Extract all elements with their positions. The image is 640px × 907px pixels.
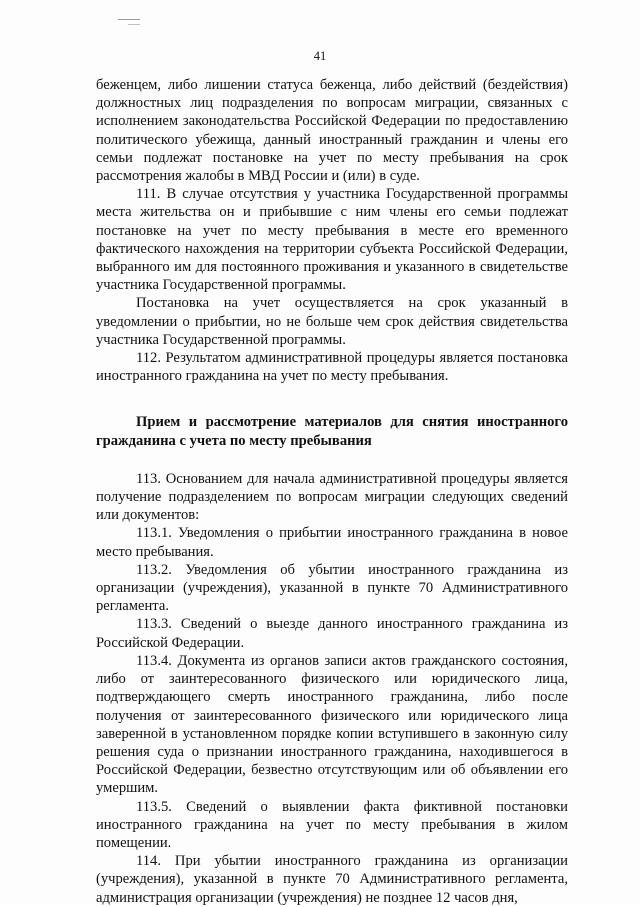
paragraph-113-5: 113.5. Сведений о выявлении факта фиктивной постановки иностранного гражданина на учет по месту пребывания в жилом помещении. (96, 798, 568, 851)
scan-artifact (118, 19, 140, 20)
document-body (96, 76, 568, 907)
scan-artifact (128, 24, 140, 25)
section-heading: Прием и рассмотрение материалов для снятия иностранного гражданина с учета по месту пребывания (96, 414, 568, 449)
paragraph-112: 112. Результатом административной процедуры является постановка иностранного гражданина на учет по месту пребывания. (96, 350, 568, 385)
paragraph-continuation: беженцем, либо лишении статуса беженца, либо действий (бездействия) должностных лиц подразделения по вопросам миграции, связанных с исполнением законодательства Российской Федерации по предоставлению политического убежища, данный иностранный гражданин и члены его семьи подлежат постановке на учет по месту пребывания на срок рассмотрения жалобы в МВД России и (или) в суде. (96, 77, 568, 185)
paragraph-registration-term: Постановка на учет осуществляется на срок указанный в уведомлении о прибытии, но не больше чем срок действия свидетельства участника Государственной программы. (96, 295, 568, 348)
page-number: 41 (313, 49, 327, 63)
paragraph-111: 111. В случае отсутствия у участника Государственной программы места жительства он и прибывшие с ним члены его семьи подлежат постановке на учет по месту пребывания в месте его временного фактического нахождения на территории субъекта Российской Федерации, выбранного им для постоянного проживания и указанного в свидетельстве участника Государственной программы. (96, 186, 568, 294)
paragraph-113-1: 113.1. Уведомления о прибытии иностранного гражданина в новое место пребывания. (96, 525, 568, 560)
paragraph-113-3: 113.3. Сведений о выезде данного иностранного гражданина из Российской Федерации. (96, 616, 568, 651)
paragraph-113-4: 113.4. Документа из органов записи актов гражданского состояния, либо от заинтересованного физического или юридического лица, подтверждающего смерть иностранного гражданина, либо после получения от заинтересованного физического или юридического лица заверенной в установленном порядке копии вступившего в законную силу решения суда о признании иностранного гражданина, находившегося в Российской Федерации, безвестно отсутствующим или об объявлении его умершим. (96, 652, 568, 797)
paragraph-113-2: 113.2. Уведомления об убытии иностранного гражданина из организации (учреждения), указанной в пункте 70 Административного регламента. (96, 561, 568, 615)
paragraph-113: 113. Основанием для начала административной процедуры является получение подразделением по вопросам миграции следующих сведений или документов: (96, 470, 568, 524)
paragraph-114: 114. При убытии иностранного гражданина из организации (учреждения), указанной в пункте 70 Административного регламента, администрация организации (учреждения) не позднее 12 часов дня, (96, 853, 568, 906)
